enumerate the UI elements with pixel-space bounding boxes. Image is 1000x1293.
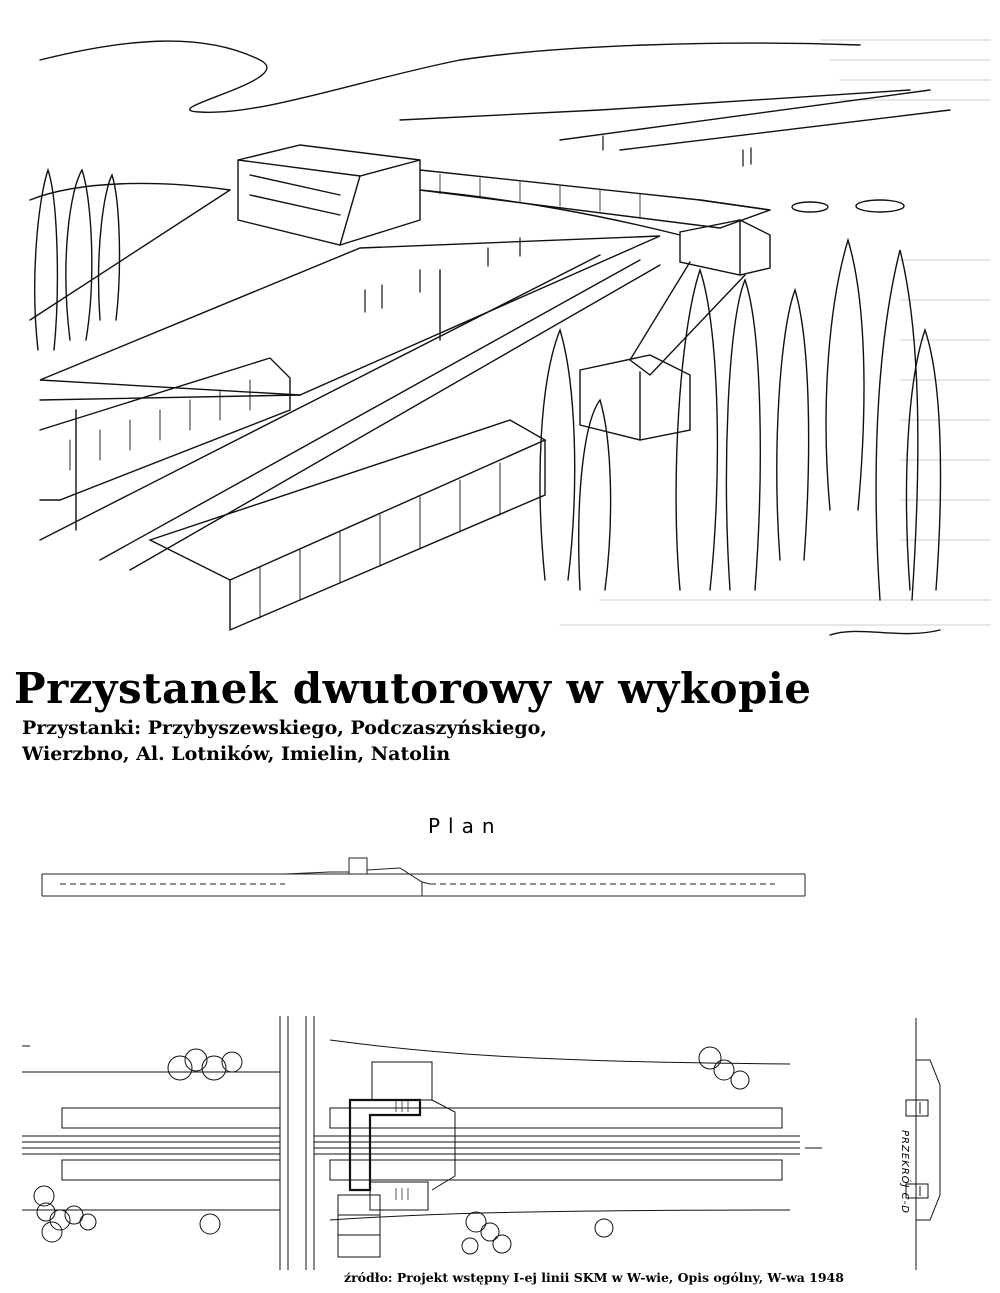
source-caption: źródło: Projekt wstępny I-ej linii SKM w W-wie, Opis ogólny, W-wa 1948	[344, 1270, 844, 1285]
page-title: Przystanek dwutorowy w wykopie	[14, 664, 812, 713]
subtitle-stations-line-1: Przystanki: Przybyszewskiego, Podczaszyńskiego,	[22, 717, 547, 739]
section-c-d-label: PRZEKRÓJ C-D	[899, 1130, 910, 1214]
subtitle-stations-line-2: Wierzbno, Al. Lotników, Imielin, Natolin	[22, 743, 451, 765]
plan-label: Plan	[428, 814, 503, 838]
